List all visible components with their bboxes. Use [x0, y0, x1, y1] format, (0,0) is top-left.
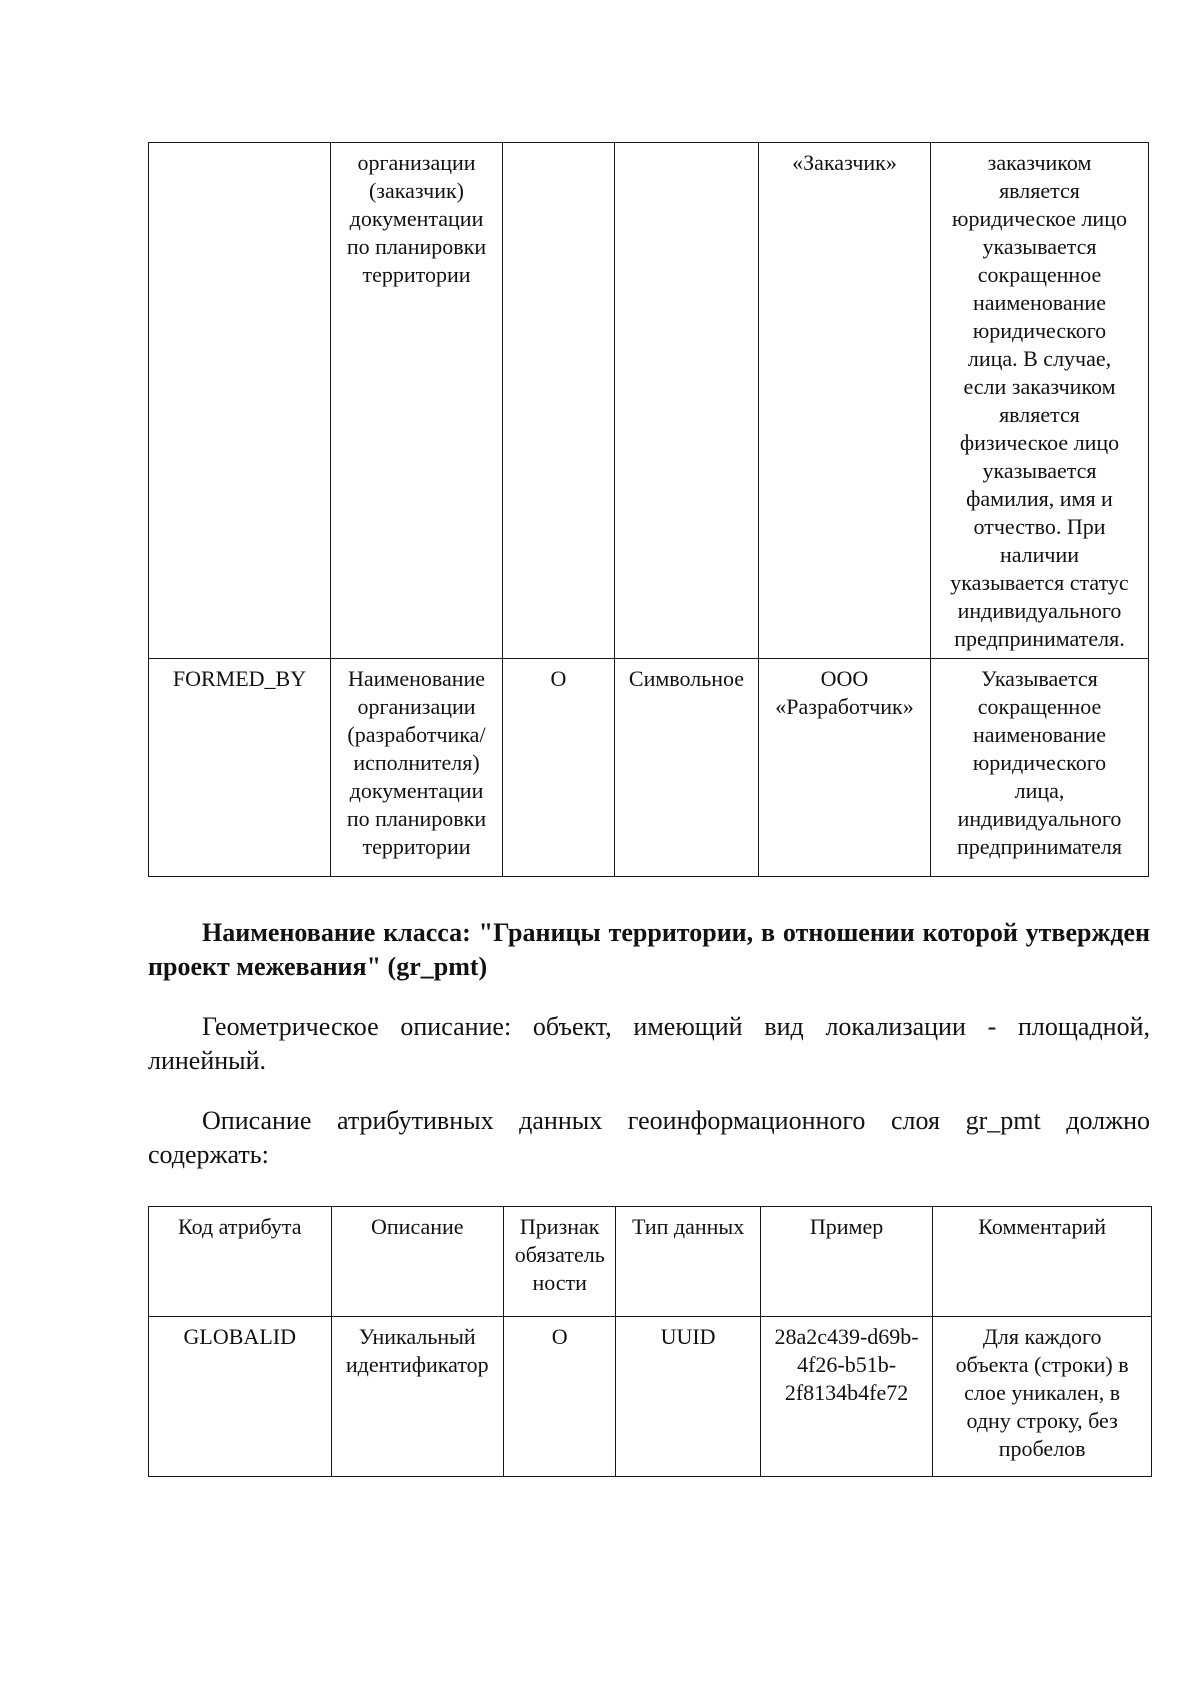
cell-required: О: [504, 1317, 616, 1477]
geometry-description: Геометрическое описание: объект, имеющий вид локализации - площадной, линейный.: [148, 1012, 1150, 1075]
cell-description: Наименование организации (разработчика/ исполнителя) документации по планировки территории: [331, 659, 503, 877]
header-type: Тип данных: [616, 1207, 760, 1317]
table-row: [149, 1317, 1152, 1477]
table-header-row: [149, 1207, 1152, 1317]
cell-comment: Для каждого объекта (строки) в слое уникален, в одну строку, без пробелов: [933, 1317, 1152, 1477]
header-example: Пример: [760, 1207, 933, 1317]
cell-type: Символьное: [615, 659, 759, 877]
attributes-table-continued: [148, 142, 1149, 877]
header-comment: Комментарий: [933, 1207, 1152, 1317]
cell-code: GLOBALID: [149, 1317, 332, 1477]
attributes-description: Описание атрибутивных данных геоинформационного слоя gr_pmt должно содержать:: [148, 1106, 1150, 1169]
header-description: Описание: [331, 1207, 504, 1317]
class-heading: Наименование класса: "Границы территории, в отношении которой утвержден проект межевания" (gr_pmt): [148, 918, 1150, 981]
cell-comment: заказчиком является юридическое лицо указывается сокращенное наименование юридического лица. В случае, если заказчиком является физическое лицо указывается фамилия, имя и отчество. При наличии указывается статус индивидуального предпринимателя.: [931, 143, 1149, 659]
header-required: Признак обязатель ности: [504, 1207, 616, 1317]
cell-required: О: [503, 659, 615, 877]
cell-comment: Указывается сокращенное наименование юридического лица, индивидуального предпринимателя: [931, 659, 1149, 877]
cell-code: [149, 143, 331, 659]
cell-type: [615, 143, 759, 659]
cell-example: ООО «Разработчик»: [759, 659, 931, 877]
gr-pmt-attributes-table: [148, 1206, 1152, 1477]
cell-required: [503, 143, 615, 659]
cell-type: UUID: [616, 1317, 760, 1477]
cell-code: FORMED_BY: [149, 659, 331, 877]
cell-description: организации (заказчик) документации по планировки территории: [331, 143, 503, 659]
cell-description: Уникальный идентификатор: [331, 1317, 504, 1477]
header-code: Код атрибута: [149, 1207, 332, 1317]
cell-example: «Заказчик»: [759, 143, 931, 659]
cell-example: 28a2c439-d69b- 4f26-b51b- 2f8134b4fe72: [760, 1317, 933, 1477]
table-row: [149, 143, 1149, 659]
table-row: [149, 659, 1149, 877]
